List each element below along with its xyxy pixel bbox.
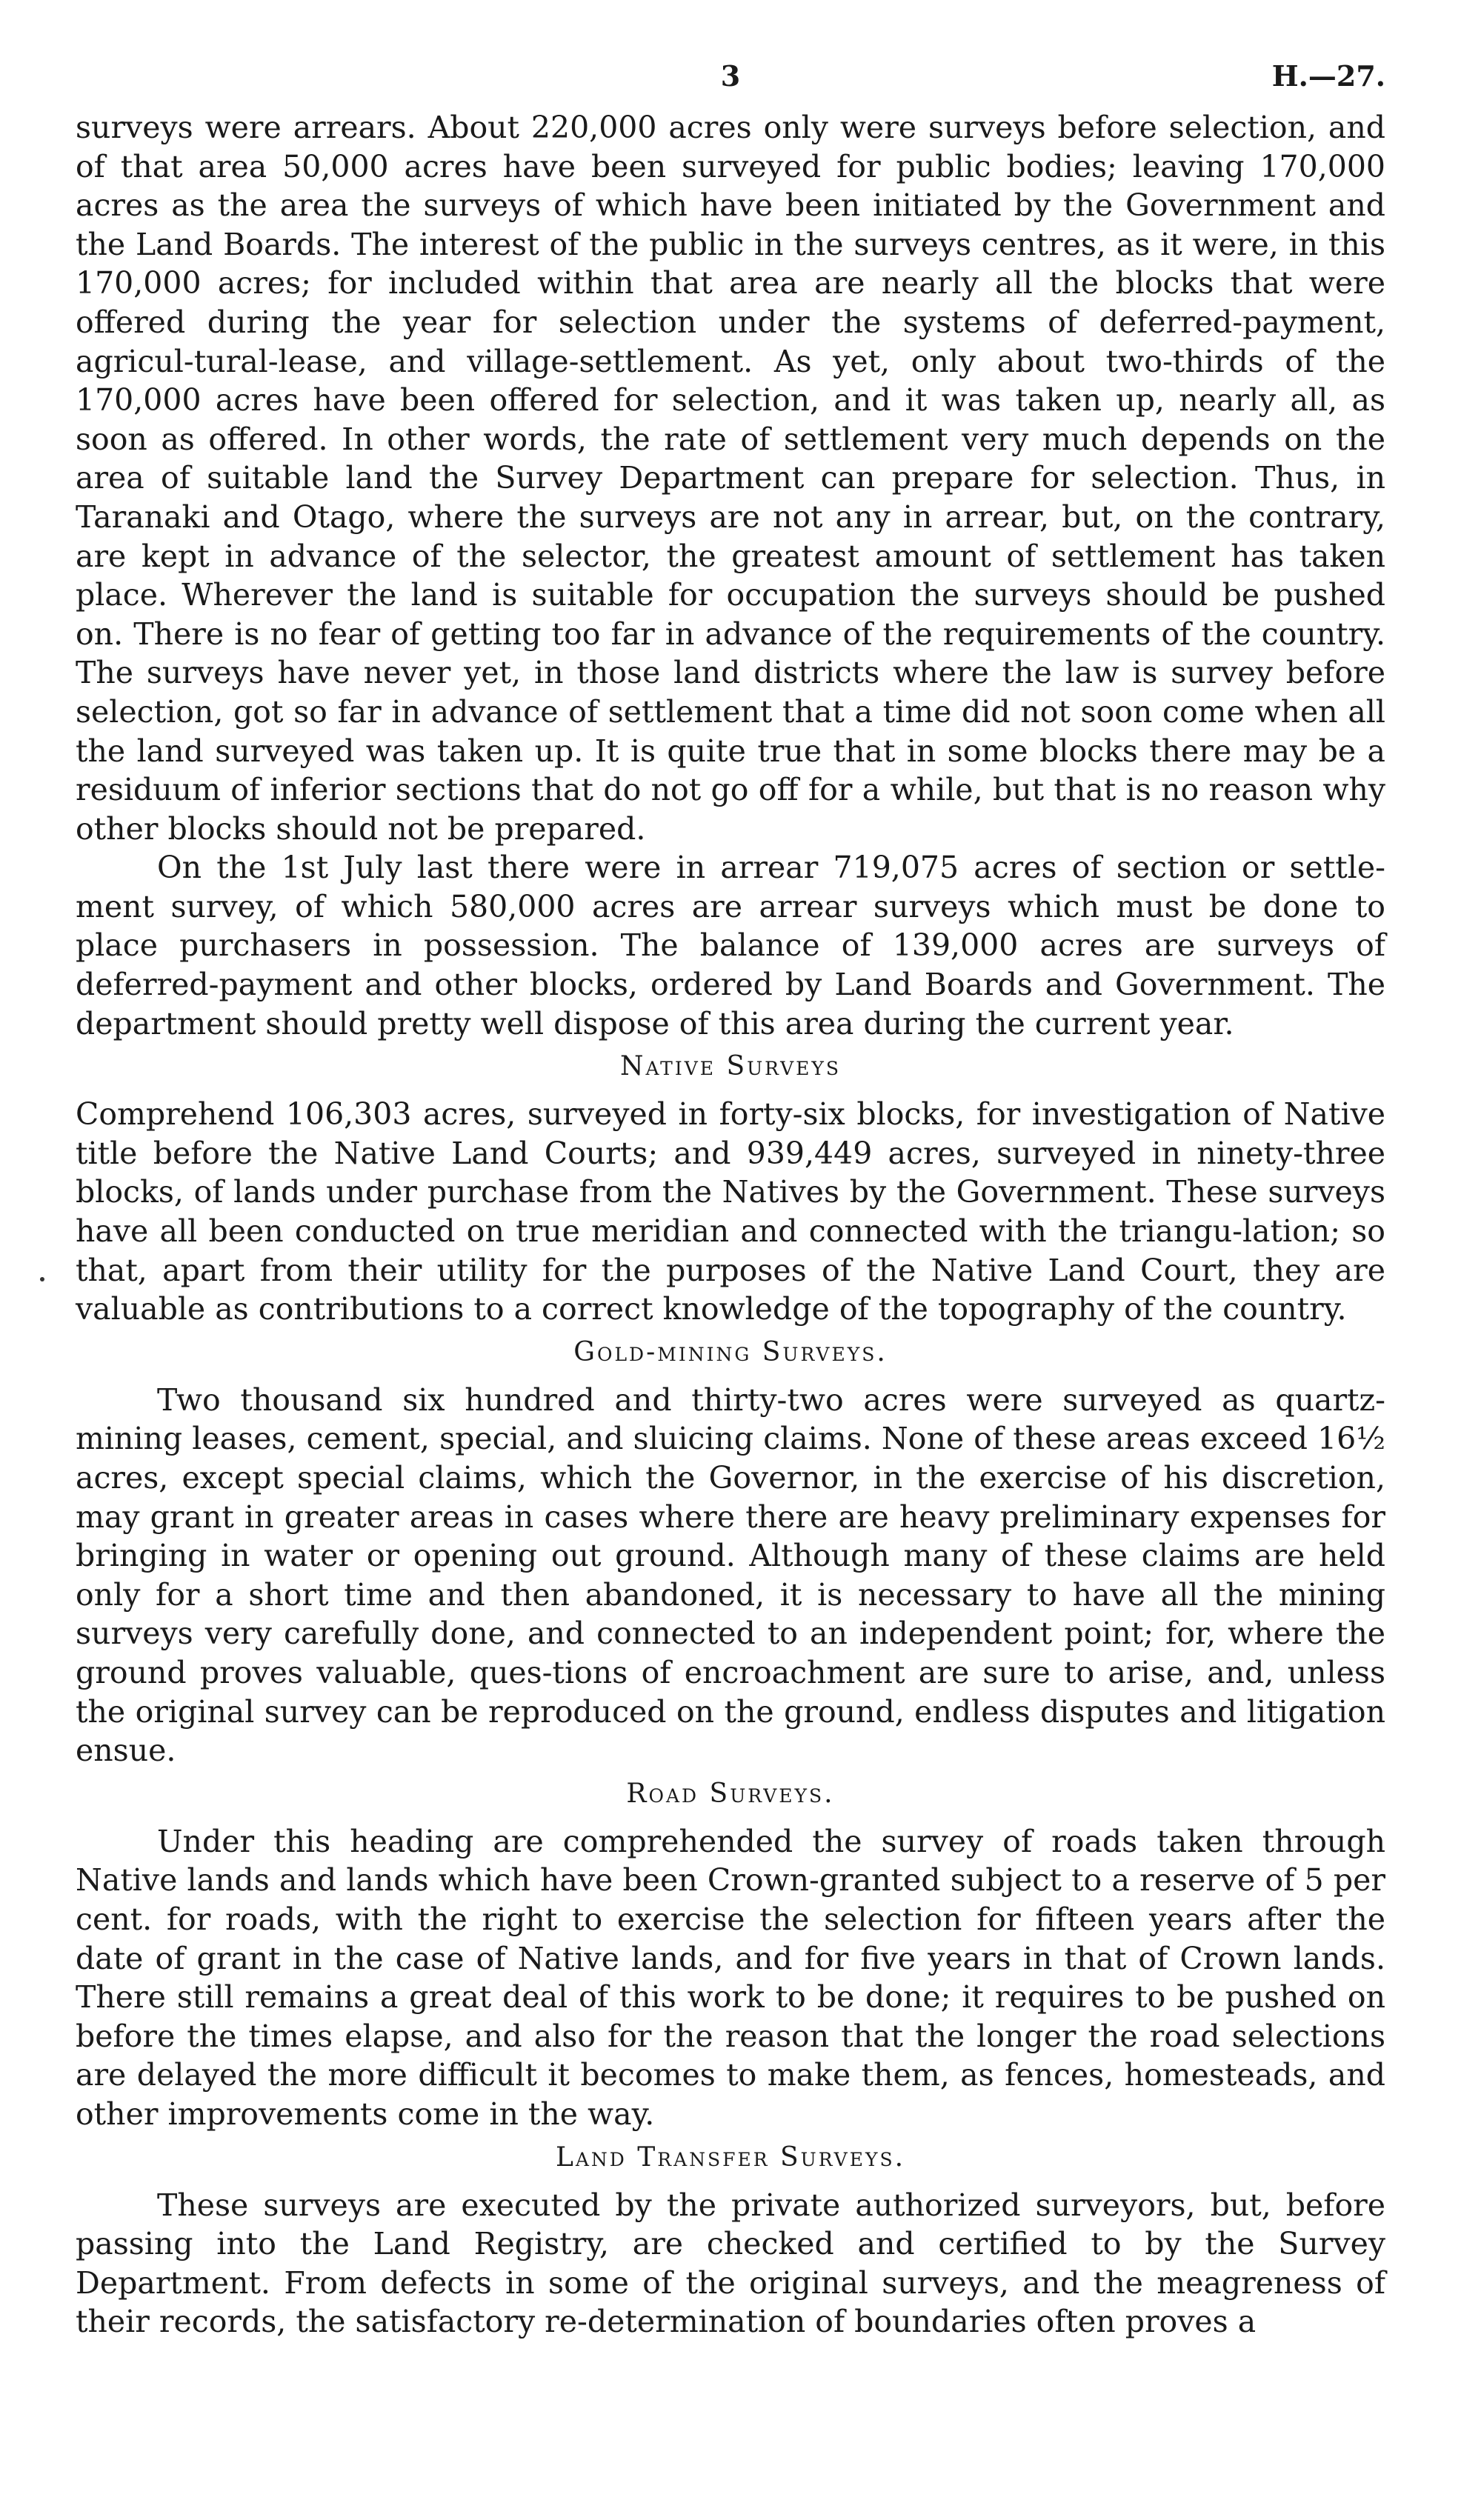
- road-surveys-paragraph: Under this heading are comprehended the survey of roads taken through Native lands and lands which have been Crown-granted subject to a reserve of 5 per cent. for roads, with the right to exercise the selection for fifteen years after the date of grant in the case of Native lands, and for five years in that of Crown lands. There still remains a great deal of this work to be done; it requires to be pushed on before the times elapse, and also for the reason that the longer the road selections are delayed the more difficult it becomes to make them, as fences, homesteads, and other improvements come in the way.: [76, 1823, 1385, 2132]
- document-page: [76, 59, 1385, 2341]
- running-head: [76, 59, 1385, 108]
- road-surveys-heading: Road Surveys.: [626, 1778, 835, 1809]
- native-surveys-heading: Native Surveys: [619, 1051, 842, 1082]
- gold-mining-heading: Gold-mining Surveys.: [573, 1336, 888, 1367]
- gold-mining-section: [76, 1338, 1385, 1770]
- land-transfer-paragraph: These surveys are executed by the private authorized surveyors, but, before passing into the Land Registry, are checked and certified to by the Survey Department. From defects in some of the original surveys, and the meagreness of their records, the satisfactory re-determination of boundaries often proves a: [76, 2187, 1385, 2340]
- intro-section: [76, 108, 1385, 1043]
- land-transfer-section: [76, 2143, 1385, 2341]
- document-reference: H.—27.: [1271, 59, 1385, 93]
- native-surveys-section: [76, 1052, 1385, 1329]
- intro-paragraph-2: On the 1st July last there were in arrear 719,075 acres of section or settle-ment survey, of which 580,000 acres are arrear surveys which must be done to place purchasers in possession. The balance of 139,000 acres are surveys of deferred-payment and other blocks, ordered by Land Boards and Government. The department should pretty well dispose of this area during the current year.: [76, 850, 1385, 1041]
- native-surveys-paragraph: Comprehend 106,303 acres, surveyed in forty-six blocks, for investigation of Native title before the Native Land Courts; and 939,449 acres, surveyed in ninety-three blocks, of lands under purchase from the Natives by the Government. These surveys have all been conducted on true meridian and connected with the triangu-lation; so that, apart from their utility for the purposes of the Native Land Court, they are valuable as contributions to a correct knowledge of the topography of the country.: [76, 1096, 1385, 1327]
- road-surveys-section: [76, 1779, 1385, 2134]
- land-transfer-heading: Land Transfer Surveys.: [555, 2141, 906, 2173]
- intro-paragraph-1: surveys were arrears. About 220,000 acres only were surveys before selection, and of that area 50,000 acres have been surveyed for public bodies; leaving 170,000 acres as the area the surveys of which have been initiated by the Government and the Land Boards. The interest of the public in the surveys centres, as it were, in this 170,000 acres; for included within that area are nearly all the blocks that were offered during the year for selection under the systems of deferred-payment, agricul-tural-lease, and village-settlement. As yet, only about two-thirds of the 170,000 acres have been offered for selection, and it was taken up, nearly all, as soon as offered. In other words, the rate of settlement very much depends on the area of suitable land the Survey Department can prepare for selection. Thus, in Taranaki and Otago, where the surveys are not any in arrear, but, on the contrary, are kept in advance of the selector, the greatest amount of settlement has taken place. Wherever the land is suitable for occupation the surveys should be pushed on. There is no fear of getting too far in advance of the requirements of the country. The surveys have never yet, in those land districts where the law is survey before selection, got so far in advance of settlement that a time did not soon come when all the land surveyed was taken up. It is quite true that in some blocks there may be a residuum of inferior sections that do not go off for a while, but that is no reason why other blocks should not be prepared.: [76, 110, 1385, 847]
- page-number: 3: [720, 59, 741, 93]
- gold-mining-paragraph: Two thousand six hundred and thirty-two acres were surveyed as quartz-mining leases, cement, special, and sluicing claims. None of these areas exceed 16½ acres, except special claims, which the Governor, in the exercise of his discretion, may grant in greater areas in cases where there are heavy preliminary expenses for bringing in water or opening out ground. Although many of these claims are held only for a short time and then abandoned, it is necessary to have all the mining surveys very carefully done, and connected to an independent point; for, where the ground proves valuable, ques-tions of encroachment are sure to arise, and, unless the original survey can be reproduced on the ground, endless disputes and litigation ensue.: [76, 1381, 1385, 1769]
- stray-ink-dot: [40, 1277, 44, 1281]
